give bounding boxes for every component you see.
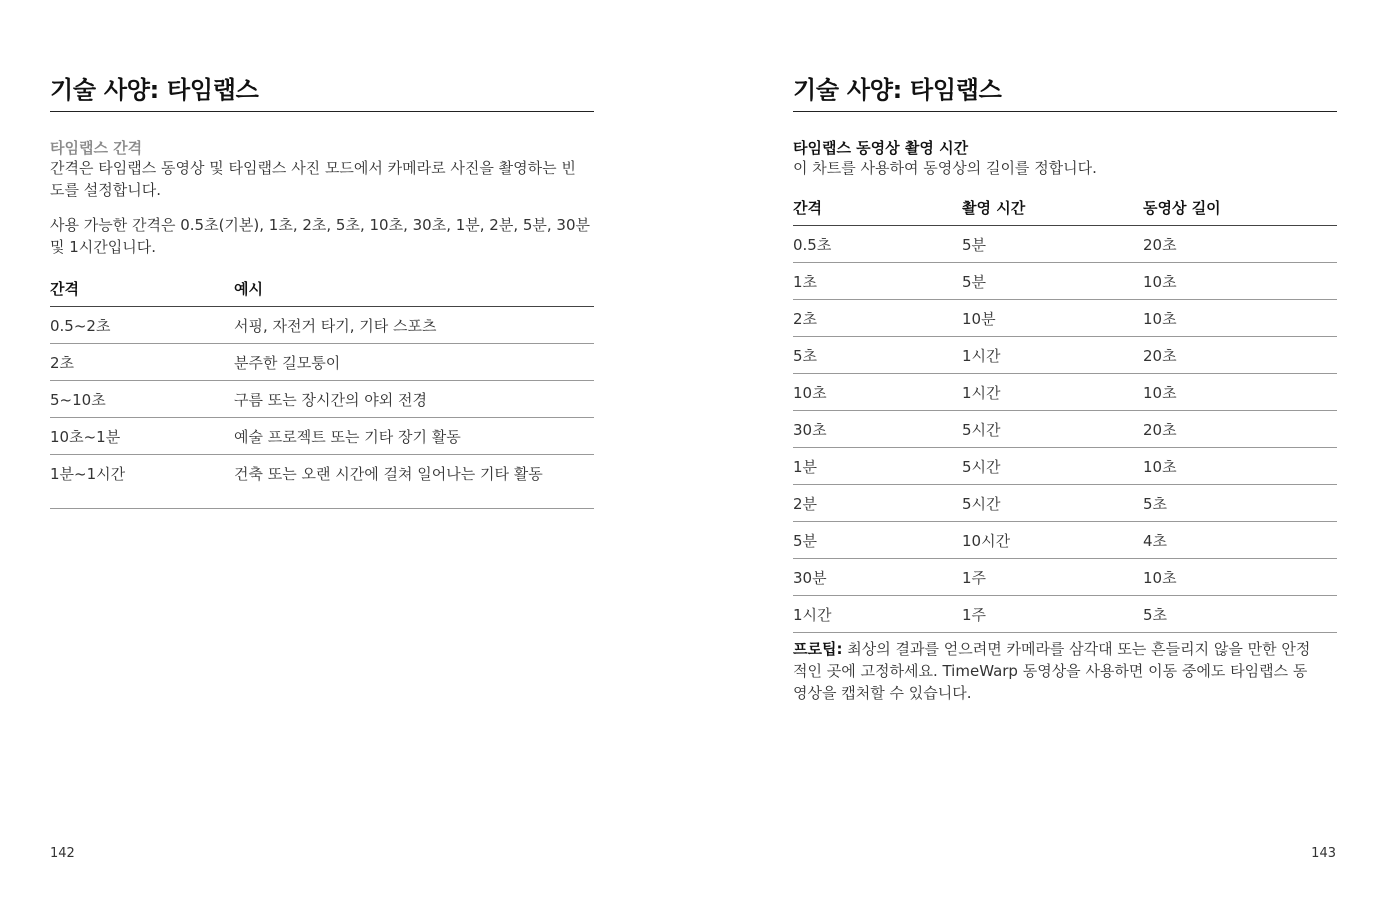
table-row (793, 411, 1337, 448)
interval-description: 간격은 타임랩스 동영상 및 타임랩스 사진 모드에서 카메라로 사진을 촬영하는 빈도를 설정합니다. (50, 159, 576, 199)
cell-capture-time: 10분 (962, 300, 1143, 337)
table-row (50, 381, 594, 418)
cell-video-length: 4초 (1143, 522, 1337, 559)
section-subhead: 타임랩스 간격 (50, 139, 143, 157)
cell-example: 서핑, 자전거 타기, 기타 스포츠 (234, 307, 594, 344)
cell-interval: 30분 (793, 559, 962, 596)
page-number-right: 143 (1311, 846, 1336, 861)
table-row (50, 307, 594, 344)
available-intervals: 사용 가능한 간격은 0.5초(기본), 1초, 2초, 5초, 10초, 30초, 1분, 2분, 5분, 30분 및 1시간입니다. (50, 216, 591, 256)
cell-capture-time: 5시간 (962, 485, 1143, 522)
cell-example: 예술 프로젝트 또는 기타 장기 활동 (234, 418, 594, 455)
cell-interval: 10초 (793, 374, 962, 411)
cell-interval: 5분 (793, 522, 962, 559)
pro-tip (793, 638, 1313, 704)
cell-interval: 0.5초 (793, 226, 962, 263)
cell-example: 건축 또는 오랜 시간에 걸쳐 일어나는 기타 활동 (234, 455, 594, 509)
cell-capture-time: 5분 (962, 263, 1143, 300)
chart-intro: 이 차트를 사용하여 동영상의 길이를 정합니다. (793, 159, 1097, 177)
cell-capture-time: 5분 (962, 226, 1143, 263)
cell-video-length: 10초 (1143, 374, 1337, 411)
table-header-row (793, 189, 1337, 226)
header-interval: 간격 (793, 189, 962, 226)
table-row (50, 344, 594, 381)
table-row (793, 337, 1337, 374)
cell-interval: 2초 (50, 344, 234, 381)
header-capture-time: 촬영 시간 (962, 189, 1143, 226)
cell-interval: 2초 (793, 300, 962, 337)
cell-video-length: 10초 (1143, 263, 1337, 300)
table-row (793, 374, 1337, 411)
cell-interval: 5~10초 (50, 381, 234, 418)
header-interval: 간격 (50, 270, 234, 307)
cell-video-length: 10초 (1143, 559, 1337, 596)
cell-video-length: 20초 (1143, 226, 1337, 263)
title-divider (50, 111, 594, 112)
page-title: 기술 사양: 타임랩스 (793, 76, 1002, 104)
cell-video-length: 20초 (1143, 411, 1337, 448)
cell-example: 분주한 길모퉁이 (234, 344, 594, 381)
cell-capture-time: 5시간 (962, 448, 1143, 485)
section-subhead: 타임랩스 동영상 촬영 시간 (793, 139, 969, 157)
title-divider (793, 111, 1337, 112)
table-row (793, 559, 1337, 596)
cell-capture-time: 5시간 (962, 411, 1143, 448)
cell-video-length: 20초 (1143, 337, 1337, 374)
cell-capture-time: 1시간 (962, 374, 1143, 411)
cell-interval: 1분~1시간 (50, 455, 234, 509)
cell-capture-time: 1주 (962, 559, 1143, 596)
table-row (50, 418, 594, 455)
cell-capture-time: 1시간 (962, 337, 1143, 374)
cell-interval: 30초 (793, 411, 962, 448)
cell-video-length: 5초 (1143, 596, 1337, 633)
page-number-left: 142 (50, 846, 75, 861)
table-row (793, 485, 1337, 522)
table-row (793, 448, 1337, 485)
cell-video-length: 10초 (1143, 300, 1337, 337)
interval-examples-table (50, 270, 594, 509)
cell-video-length: 10초 (1143, 448, 1337, 485)
cell-interval: 0.5~2초 (50, 307, 234, 344)
header-example: 예시 (234, 270, 594, 307)
cell-capture-time: 10시간 (962, 522, 1143, 559)
cell-interval: 1초 (793, 263, 962, 300)
cell-example: 구름 또는 장시간의 야외 전경 (234, 381, 594, 418)
pro-tip-label: 프로팁: (793, 640, 843, 658)
cell-capture-time: 1주 (962, 596, 1143, 633)
table-row (793, 226, 1337, 263)
cell-interval: 1분 (793, 448, 962, 485)
cell-interval: 2분 (793, 485, 962, 522)
cell-interval: 5초 (793, 337, 962, 374)
video-length-table (793, 189, 1337, 633)
cell-interval: 10초~1분 (50, 418, 234, 455)
table-header-row (50, 270, 594, 307)
table-row (793, 300, 1337, 337)
table-row (793, 522, 1337, 559)
pro-tip-text: 최상의 결과를 얻으려면 카메라를 삼각대 또는 흔들리지 않을 만한 안정적인 곳에 고정하세요. TimeWarp 동영상을 사용하면 이동 중에도 타임랩스 동영상을 캡처할 수 있습니다. (793, 640, 1311, 702)
cell-interval: 1시간 (793, 596, 962, 633)
table-row (793, 596, 1337, 633)
table-row (793, 263, 1337, 300)
cell-video-length: 5초 (1143, 485, 1337, 522)
header-video-length: 동영상 길이 (1143, 189, 1337, 226)
page-title: 기술 사양: 타임랩스 (50, 76, 259, 104)
table-row (50, 455, 594, 509)
